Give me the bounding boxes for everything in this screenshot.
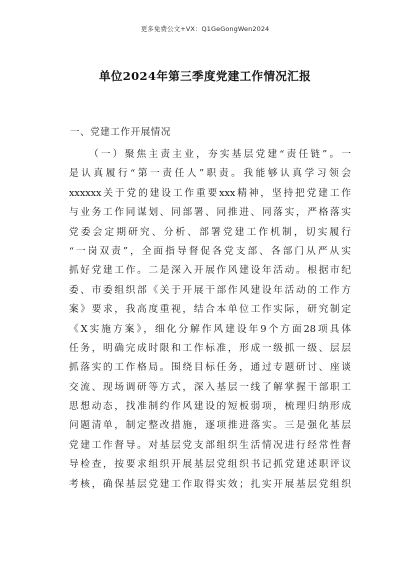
header-note: 更多免费公文+VX：Q1GeGongWen2024 [140,25,270,33]
body-line: 交流、现场调研等方式，深入基层一线了解掌握干部职工 [69,381,351,393]
body-line: 党委会定期研究、分析、部署党建工作机制，切实履行 [69,226,351,238]
body-line: （一）聚焦主责主业，夯实基层党建“责任链”。一 [89,149,351,160]
document-title: 单位2024年第三季度党建工作情况汇报 [98,69,312,83]
body-line: 与业务工作同谋划、同部署、同推进、同落实，严格落实 [69,207,351,219]
body-line: 导检查，按要求组织开展基层党组织书记抓党建述职评议 [69,459,351,471]
body-line: 《X实施方案》，细化分解作风建设年9个方面28项具体 [69,323,351,335]
body-line: 案》要求，我高度重视，结合本单位工作实际，研究制定 [69,304,351,316]
body-line: 是认真履行“第一责任人”职责。我能够认真学习领会 [69,168,351,180]
body-line: 问题清单，制定整改措施，逐项推进落实。三是强化基层 [69,420,351,432]
body-line: 思想动态，找准制约作风建设的短板弱项，梳理归纳形成 [69,401,351,413]
body-line: xxxxxx关于党的建设工作重要xxx精神，坚持把党建工作 [69,187,351,199]
body-line: 抓好党建工作。二是深入开展作风建设年活动。根据市纪 [69,265,351,277]
body-text [69,145,351,494]
body-line: 任务，明确完成时限和工作标准，形成一级抓一级、层层 [69,342,351,354]
body-line: “一岗双责”，全面指导督促各党支部、各部门从严从实 [69,245,351,257]
body-line: 抓落实的工作格局。围绕目标任务，通过专题研讨、座谈 [69,362,351,374]
section-heading: 一、党建工作开展情况 [70,127,172,138]
body-line: 考核，确保基层党建工作取得实效；扎实开展基层党组织 [69,478,351,490]
body-line: 党建工作督导。对基层党支部组织生活情况进行经常性督 [69,439,351,451]
body-line: 委、市委组织部《关于开展干部作风建设年活动的工作方 [69,284,351,296]
